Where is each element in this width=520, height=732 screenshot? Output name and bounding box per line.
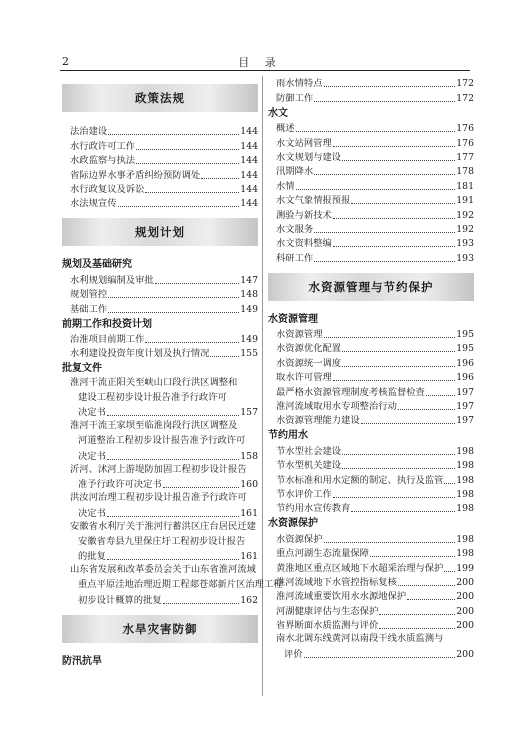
toc-entry-title: 水资源统一调度 xyxy=(276,357,342,369)
toc-entry-title: 最严格水资源管理制度考核监督检查 xyxy=(276,386,425,398)
toc-entry-title: 淮河流域取用水专项整治行动 xyxy=(276,401,397,413)
toc-entry-multiline[interactable] xyxy=(268,632,474,661)
toc-entry[interactable] xyxy=(268,603,474,617)
toc-entry-page: 161 xyxy=(240,508,258,520)
dot-leader xyxy=(370,556,455,557)
dot-leader xyxy=(398,409,455,410)
dot-leader xyxy=(107,559,239,560)
toc-group-approvals xyxy=(62,376,283,606)
dot-leader xyxy=(304,657,456,658)
toc-entry-title-line: 安徽省寿县九里保庄圩工程初步设计报告 xyxy=(78,535,246,547)
toc-entry-title: 治淮项目前期工作 xyxy=(70,333,145,345)
toc-group-protection-multi xyxy=(268,632,474,661)
toc-entry-title: 水行政许可工作 xyxy=(70,140,136,152)
toc-entry-title: 节水评价工作 xyxy=(276,488,332,500)
dot-leader xyxy=(210,356,239,357)
toc-entry[interactable] xyxy=(268,487,474,501)
toc-entry-title: 节水型机关建设 xyxy=(276,460,342,472)
toc-entry-title-line: 淮河干流正阳关至峡山口段行洪区调整和 xyxy=(70,377,238,389)
toc-entry[interactable] xyxy=(268,355,474,369)
dot-leader xyxy=(314,101,455,102)
toc-entry[interactable] xyxy=(62,301,258,315)
dot-leader xyxy=(108,312,239,313)
toc-entry-title-line: 洪汝河治理工程初步设计报告准予行政许可 xyxy=(70,492,247,504)
section-banner-planning xyxy=(62,218,258,246)
toc-entry-title: 重点河湖生态流量保障 xyxy=(276,548,369,560)
toc-section-heading: 规划及基础研究 xyxy=(62,259,132,271)
toc-group-invest xyxy=(62,332,258,361)
toc-entry[interactable] xyxy=(268,236,474,250)
toc-entry-title: 取水许可管理 xyxy=(276,372,332,384)
dot-leader xyxy=(333,497,455,498)
toc-entry-title: 水文规划与建设 xyxy=(276,151,342,163)
toc-entry[interactable] xyxy=(268,413,474,427)
toc-entry-page: 196 xyxy=(456,372,474,384)
toc-entry[interactable] xyxy=(62,167,258,181)
toc-entry[interactable] xyxy=(268,618,474,632)
dot-leader xyxy=(201,178,239,179)
right-column xyxy=(268,76,474,661)
dot-leader xyxy=(342,160,455,161)
toc-entry-title: 淮河流域重要饮用水水源地保护 xyxy=(276,591,407,603)
header-page-number: 2 xyxy=(62,55,69,68)
toc-entry-title: 水资源保护 xyxy=(276,533,323,545)
toc-entry-page: 144 xyxy=(240,126,258,138)
toc-entry-title-line: 南水北调东线黄河以南段干线水质监测与 xyxy=(276,633,444,645)
toc-entry-page: 192 xyxy=(456,209,474,221)
toc-entry-page: 155 xyxy=(240,348,258,360)
toc-entry[interactable] xyxy=(62,592,258,606)
toc-group-plan xyxy=(62,272,258,315)
toc-entry-title: 水利建设投资年度计划及执行情况 xyxy=(70,348,210,360)
toc-entry-page: 198 xyxy=(456,474,474,486)
toc-entry[interactable] xyxy=(62,153,258,167)
toc-entry-multiline[interactable] xyxy=(62,419,258,462)
toc-entry-page: 177 xyxy=(456,151,474,163)
toc-entry[interactable] xyxy=(268,178,474,192)
toc-entry-title-line: 重点平原洼地治理近期工程郯苍郯新片区治理工程 xyxy=(78,578,283,590)
toc-entry-title: 水资源管理能力建设 xyxy=(276,415,360,427)
toc-entry-title: 水情 xyxy=(276,180,295,192)
toc-entry-page: 195 xyxy=(456,329,474,341)
toc-entry[interactable] xyxy=(62,272,258,286)
banner-label: 规划计划 xyxy=(135,225,185,240)
dot-leader xyxy=(398,585,455,586)
toc-entry[interactable] xyxy=(268,327,474,341)
dot-leader xyxy=(444,483,455,484)
dot-leader xyxy=(145,342,239,343)
dot-leader xyxy=(342,366,455,367)
toc-group-protection xyxy=(268,531,474,632)
toc-entry[interactable] xyxy=(62,405,258,419)
dot-leader xyxy=(333,218,455,219)
banner-label: 水旱灾害防御 xyxy=(122,621,198,636)
toc-entry[interactable] xyxy=(62,138,258,152)
toc-entry-title: 节水型社会建设 xyxy=(276,445,342,457)
toc-group-hydrology xyxy=(268,121,474,265)
dot-leader xyxy=(314,174,455,175)
dot-leader xyxy=(163,603,240,604)
toc-section-heading: 水资源管理 xyxy=(268,313,318,325)
toc-group-policy xyxy=(62,124,258,210)
toc-entry-page: 144 xyxy=(240,140,258,152)
toc-entry-page: 147 xyxy=(240,274,258,286)
dot-leader xyxy=(444,571,455,572)
toc-entry-title: 准予行政许可决定书 xyxy=(78,479,162,491)
toc-entry-title-line: 山东省发展和改革委员会关于山东省淮河流域 xyxy=(70,564,256,576)
toc-entry-page: 162 xyxy=(240,594,258,606)
toc-entry-title: 的批复 xyxy=(78,551,106,563)
toc-entry-page: 200 xyxy=(456,591,474,603)
toc-entry-page: 178 xyxy=(456,166,474,178)
toc-group-flood xyxy=(268,76,474,105)
dot-leader xyxy=(324,86,456,87)
toc-entry-page: 172 xyxy=(456,92,474,104)
dot-leader xyxy=(333,246,455,247)
toc-entry-title: 防御工作 xyxy=(276,92,314,104)
toc-entry-title-line: 安徽省水利厅关于淮河行蓄洪区庄台居民迁建 xyxy=(70,521,256,533)
toc-entry-title: 水资源优化配置 xyxy=(276,343,342,355)
toc-entry[interactable] xyxy=(268,250,474,264)
toc-entry[interactable] xyxy=(268,384,474,398)
toc-entry[interactable] xyxy=(62,196,258,210)
toc-entry[interactable] xyxy=(268,164,474,178)
toc-entry-page: 200 xyxy=(456,576,474,588)
dot-leader xyxy=(118,206,240,207)
toc-entry[interactable] xyxy=(268,560,474,574)
toc-entry-page: 191 xyxy=(456,195,474,207)
toc-entry[interactable] xyxy=(268,531,474,545)
toc-entry-page: 144 xyxy=(240,183,258,195)
toc-entry-title: 水政监察与执法 xyxy=(70,155,136,167)
toc-entry-page: 198 xyxy=(456,488,474,500)
dot-leader xyxy=(324,542,456,543)
toc-entry[interactable] xyxy=(268,647,474,661)
toc-entry-multiline[interactable] xyxy=(62,463,258,492)
dot-leader xyxy=(107,459,239,460)
dot-leader xyxy=(342,468,455,469)
toc-entry[interactable] xyxy=(268,121,474,135)
toc-entry-page: 197 xyxy=(456,401,474,413)
dot-leader xyxy=(426,395,455,396)
toc-section-heading: 水资源保护 xyxy=(268,518,318,530)
toc-entry-title: 测验与新技术 xyxy=(276,209,332,221)
toc-entry-title-line: 淮河干流王家坝至临淮岗段行洪区调整及 xyxy=(70,420,238,432)
toc-section-heading: 节约用水 xyxy=(268,430,308,442)
toc-entry-multiline[interactable] xyxy=(62,520,258,563)
toc-entry-multiline[interactable] xyxy=(62,376,258,419)
toc-entry-title: 水资源管理 xyxy=(276,329,323,341)
banner-label: 水资源管理与节约保护 xyxy=(308,279,434,294)
dot-leader xyxy=(136,149,239,150)
dot-leader xyxy=(108,134,239,135)
toc-entry-page: 198 xyxy=(456,503,474,515)
toc-entry-multiline[interactable] xyxy=(62,491,258,520)
toc-entry-multiline[interactable] xyxy=(62,563,283,606)
dot-leader xyxy=(314,232,455,233)
dot-leader xyxy=(136,163,239,164)
toc-entry-page: 181 xyxy=(456,180,474,192)
toc-entry[interactable] xyxy=(268,370,474,384)
toc-entry-title: 决定书 xyxy=(78,508,106,520)
dot-leader xyxy=(145,192,239,193)
header-title: 目 录 xyxy=(238,56,282,69)
toc-entry-page: 158 xyxy=(240,450,258,462)
toc-entry-title: 科研工作 xyxy=(276,252,314,264)
toc-entry-title: 概述 xyxy=(276,123,295,135)
toc-entry-title: 规划管控 xyxy=(70,289,108,301)
toc-group-wrm xyxy=(268,327,474,428)
dot-leader xyxy=(296,189,456,190)
toc-entry-title: 水行政复议及诉讼 xyxy=(70,183,145,195)
toc-entry-title: 决定书 xyxy=(78,407,106,419)
section-banner-policy xyxy=(62,84,258,112)
toc-entry-page: 144 xyxy=(240,155,258,167)
toc-entry-page: 192 xyxy=(456,223,474,235)
toc-entry[interactable] xyxy=(268,76,474,90)
toc-entry-page: 160 xyxy=(240,479,258,491)
header-rule xyxy=(60,70,470,71)
toc-entry-title: 初步设计概算的批复 xyxy=(78,594,162,606)
dot-leader xyxy=(351,203,455,204)
dot-leader xyxy=(342,454,455,455)
toc-entry-title: 水法规宣传 xyxy=(70,198,117,210)
toc-entry-title: 法治建设 xyxy=(70,126,108,138)
toc-entry-page: 149 xyxy=(240,303,258,315)
toc-entry-page: 193 xyxy=(456,238,474,250)
toc-entry[interactable] xyxy=(268,443,474,457)
toc-entry-page: 196 xyxy=(456,357,474,369)
toc-entry-page: 199 xyxy=(456,562,474,574)
toc-entry-page: 200 xyxy=(456,648,474,660)
toc-section-heading: 水文 xyxy=(268,107,288,119)
toc-entry-page: 197 xyxy=(456,415,474,427)
toc-entry-title: 节约用水宣传教育 xyxy=(276,503,351,515)
dot-leader xyxy=(333,146,455,147)
toc-entry[interactable] xyxy=(268,193,474,207)
toc-entry-title: 省际边界水事矛盾纠纷预防调处 xyxy=(70,169,201,181)
toc-entry-page: 193 xyxy=(456,252,474,264)
toc-entry-page: 144 xyxy=(240,169,258,181)
toc-entry-page: 157 xyxy=(240,407,258,419)
toc-entry[interactable] xyxy=(62,332,258,346)
toc-entry-title: 汛期降水 xyxy=(276,166,314,178)
toc-entry-title: 淮河流域地下水管控指标复核 xyxy=(276,576,397,588)
toc-entry-title-line: 建设工程初步设计报告准予行政许可 xyxy=(78,391,227,403)
column-divider xyxy=(262,76,263,696)
toc-entry[interactable] xyxy=(268,150,474,164)
toc-entry-title: 决定书 xyxy=(78,450,106,462)
toc-entry[interactable] xyxy=(268,589,474,603)
dot-leader xyxy=(351,511,455,512)
toc-entry-title: 水文服务 xyxy=(276,223,314,235)
toc-entry-page: 144 xyxy=(240,198,258,210)
dot-leader xyxy=(379,628,455,629)
toc-entry-title: 黄淮地区重点区域地下水超采治理与保护 xyxy=(276,562,444,574)
toc-entry-page: 200 xyxy=(456,605,474,617)
dot-leader xyxy=(379,614,455,615)
toc-entry-title: 省界断面水质监测与评价 xyxy=(276,620,379,632)
toc-entry-title: 雨水情特点 xyxy=(276,78,323,90)
toc-entry[interactable] xyxy=(62,287,258,301)
toc-entry[interactable] xyxy=(268,472,474,486)
toc-entry[interactable] xyxy=(268,575,474,589)
toc-entry[interactable] xyxy=(268,207,474,221)
toc-entry-title: 水利规划编制及审批 xyxy=(70,274,154,286)
toc-entry[interactable] xyxy=(62,506,258,520)
toc-entry-page: 200 xyxy=(456,620,474,632)
toc-group-saving xyxy=(268,443,474,515)
toc-section-heading: 前期工作和投资计划 xyxy=(62,318,152,330)
toc-entry-title: 评价 xyxy=(284,648,303,660)
dot-leader xyxy=(407,599,455,600)
dot-leader xyxy=(342,351,455,352)
dot-leader xyxy=(296,131,456,132)
toc-entry[interactable] xyxy=(268,399,474,413)
toc-entry-title: 基础工作 xyxy=(70,303,108,315)
toc-section-heading: 防汛抗旱 xyxy=(62,655,102,667)
dot-leader xyxy=(314,261,455,262)
dot-leader xyxy=(155,283,240,284)
toc-entry-page: 197 xyxy=(456,386,474,398)
toc-entry-title: 水文资料整编 xyxy=(276,238,332,250)
toc-entry-page: 176 xyxy=(456,137,474,149)
toc-entry-title-line: 河道整治工程初步设计报告准予行政许可 xyxy=(78,434,246,446)
toc-entry-page: 149 xyxy=(240,333,258,345)
toc-entry[interactable] xyxy=(62,182,258,196)
toc-entry[interactable] xyxy=(268,458,474,472)
toc-entry[interactable] xyxy=(62,448,258,462)
toc-entry[interactable] xyxy=(62,124,258,138)
toc-entry[interactable] xyxy=(62,477,258,491)
toc-entry-page: 176 xyxy=(456,123,474,135)
toc-entry-title: 节水标准和用水定额的制定、执行及监管 xyxy=(276,474,444,486)
dot-leader xyxy=(107,415,239,416)
toc-entry-page: 198 xyxy=(456,460,474,472)
toc-entry-page: 172 xyxy=(456,78,474,90)
dot-leader xyxy=(108,297,239,298)
toc-entry[interactable] xyxy=(268,546,474,560)
toc-section-heading: 批复文件 xyxy=(62,363,102,375)
toc-entry[interactable] xyxy=(268,222,474,236)
toc-entry[interactable] xyxy=(62,549,258,563)
section-banner-disaster xyxy=(62,615,258,643)
dot-leader xyxy=(361,423,456,424)
toc-entry-title: 水文气象情报预报 xyxy=(276,195,351,207)
toc-entry-page: 161 xyxy=(240,551,258,563)
toc-entry-page: 198 xyxy=(456,548,474,560)
toc-entry[interactable] xyxy=(62,346,258,360)
toc-entry-title: 水文站网管理 xyxy=(276,137,332,149)
toc-entry[interactable] xyxy=(268,341,474,355)
toc-entry-title-line: 沂河、沭河上游堤防加固工程初步设计报告 xyxy=(70,463,247,475)
dot-leader xyxy=(107,516,239,517)
toc-entry-page: 198 xyxy=(456,533,474,545)
toc-entry-page: 148 xyxy=(240,289,258,301)
toc-entry-page: 195 xyxy=(456,343,474,355)
dot-leader xyxy=(324,337,456,338)
section-banner-water-resources xyxy=(268,273,474,301)
dot-leader xyxy=(163,487,240,488)
banner-label: 政策法规 xyxy=(135,91,185,105)
toc-entry-page: 198 xyxy=(456,445,474,457)
dot-leader xyxy=(333,380,455,381)
toc-entry[interactable] xyxy=(268,135,474,149)
toc-entry-title: 河湖健康评估与生态保护 xyxy=(276,605,379,617)
toc-entry[interactable] xyxy=(268,501,474,515)
toc-entry[interactable] xyxy=(268,90,474,104)
